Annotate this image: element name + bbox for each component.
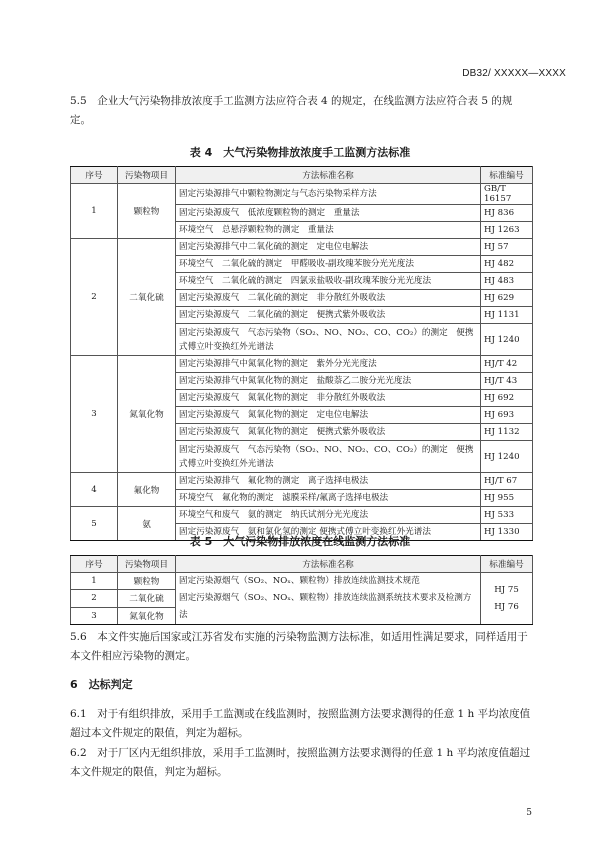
table-4 [70,166,533,541]
table-4-standard-code: HJ 836 [481,205,533,222]
table-5-method-line: 固定污染源烟气（SO₂、NOₓ、颗粒物）排放连续监测技术规范 [179,576,420,586]
table-4-method-name: 固定污染源废气 二氧化硫的测定 便携式紫外吸收法 [176,307,481,324]
table-5-row-pollutant: 颗粒物 [118,573,176,590]
table-5-methods [176,573,481,625]
table-4-method-name: 环境空气 二氧化硫的测定 甲醛吸收-副玫瑰苯胺分光光度法 [176,256,481,273]
table-5-method-line: 固定污染源烟气（SO₂、NOₓ、颗粒物）排放连续监测系统技术要求及检测方法 [179,593,472,620]
table-4-group-pollutant: 氟化物 [118,473,176,507]
table-4-row [71,507,533,524]
table-4-standard-code: HJ/T 43 [481,373,533,390]
table-5-row-no: 3 [71,607,118,624]
table-4-header-pollutant: 污染物项目 [118,167,176,184]
table-4-group-pollutant: 颗粒物 [118,184,176,239]
table-4-standard-code: HJ 955 [481,490,533,507]
table-5-row-pollutant: 氮氧化物 [118,607,176,624]
table-4-group-no: 1 [71,184,118,239]
table-4-standard-code: HJ 1330 [481,524,533,541]
table-5-header-method: 方法标准名称 [176,556,481,573]
table-4-standard-code: HJ 483 [481,273,533,290]
table-4-method-name: 固定污染源排气中氮氧化物的测定 紫外分光光度法 [176,356,481,373]
table-4-method-name: 环境空气和废气 氨的测定 纳氏试剂分光光度法 [176,507,481,524]
table-4-method-name: 固定污染源废气 低浓度颗粒物的测定 重量法 [176,205,481,222]
table-4-row [71,184,533,205]
clause-5-5: 5.5 企业大气污染物排放浓度手工监测方法应符合表 4 的规定，在线监测方法应符合表 5 的规定。 [70,95,513,126]
table-5-row-no: 1 [71,573,118,590]
table-4-group-pollutant: 氨 [118,507,176,541]
table-4-standard-code: HJ/T 67 [481,473,533,490]
section-6-title: 6 达标判定 [70,678,133,691]
clause-6-2: 6.2 对于厂区内无组织排放，采用手工监测时，按照监测方法要求测得的任意 1 h 平均浓度值超过本文件规定的限值，判定为超标。 [70,747,531,778]
table-5-row-no: 2 [71,590,118,607]
table-4-standard-code: HJ 1240 [481,441,533,473]
table-5 [70,555,533,625]
table-4-method-name: 固定污染源排气中颗粒物测定与气态污染物采样方法 [176,184,481,205]
table-5-caption: 表 5 大气污染物排放浓度在线监测方法标准 [189,535,411,548]
table-4-header-no: 序号 [71,167,118,184]
table-4-group-pollutant: 氮氧化物 [118,356,176,473]
table-5-header-pollutant: 污染物项目 [118,556,176,573]
table-4-method-name: 环境空气 氟化物的测定 滤膜采样/氟离子选择电极法 [176,490,481,507]
table-4-standard-code: HJ 482 [481,256,533,273]
table-4-standard-code: HJ 1263 [481,222,533,239]
table-4-caption: 表 4 大气污染物排放浓度手工监测方法标准 [189,146,411,159]
table-4-body [71,184,533,541]
table-4-method-name: 环境空气 总悬浮颗粒物的测定 重量法 [176,222,481,239]
table-4-method-name: 固定污染源排气中氮氧化物的测定 盐酸萘乙二胺分光光度法 [176,373,481,390]
table-4-row [71,239,533,256]
table-4-header-code: 标准编号 [481,167,533,184]
table-5-row-pollutant: 二氧化硫 [118,590,176,607]
table-5-code-line: HJ 76 [494,601,519,612]
table-4-method-name: 固定污染源排气 氟化物的测定 离子选择电极法 [176,473,481,490]
table-4-standard-code: HJ 57 [481,239,533,256]
table-5-header-no: 序号 [71,556,118,573]
table-4-standard-code: HJ 629 [481,290,533,307]
table-4-method-name: 固定污染源废气 氮氧化物的测定 定电位电解法 [176,407,481,424]
table-4-standard-code: HJ 692 [481,390,533,407]
table-4-standard-code: GB/T 16157 [481,184,533,205]
table-4-method-name: 固定污染源废气 气态污染物（SO₂、NO、NO₂、CO、CO₂）的测定 便携式傅立叶变换红外光谱法 [176,441,481,473]
clause-5-6: 5.6 本文件实施后国家或江苏省发布实施的污染物监测方法标准，如适用性满足要求，同样适用于本文件相应污染物的测定。 [70,631,528,662]
table-4-group-pollutant: 二氧化硫 [118,239,176,356]
table-4-method-name: 固定污染源排气中二氧化硫的测定 定电位电解法 [176,239,481,256]
table-4-group-no: 5 [71,507,118,541]
table-4-method-name: 固定污染源废气 二氧化硫的测定 非分散红外吸收法 [176,290,481,307]
table-4-method-name: 固定污染源废气 氮氧化物的测定 非分散红外吸收法 [176,390,481,407]
table-4-method-name: 固定污染源废气 气态污染物（SO₂、NO、NO₂、CO、CO₂）的测定 便携式傅立叶变换红外光谱法 [176,324,481,356]
table-5-header-code: 标准编号 [481,556,533,573]
table-4-method-name: 环境空气 二氧化硫的测定 四氯汞盐吸收-副玫瑰苯胺分光光度法 [176,273,481,290]
table-4-group-no: 2 [71,239,118,356]
table-4-group-no: 3 [71,356,118,473]
table-4-group-no: 4 [71,473,118,507]
table-4-row [71,356,533,373]
table-4-standard-code: HJ/T 42 [481,356,533,373]
table-4-standard-code: HJ 1240 [481,324,533,356]
clause-6-1: 6.1 对于有组织排放，采用手工监测或在线监测时，按照监测方法要求测得的任意 1 h 平均浓度值超过本文件规定的限值，判定为超标。 [70,708,531,739]
table-4-row [71,473,533,490]
table-5-codes [481,573,533,625]
table-4-standard-code: HJ 533 [481,507,533,524]
table-4-standard-code: HJ 1132 [481,424,533,441]
page-number: 5 [526,808,532,818]
table-4-method-name: 固定污染源废气 氨和氯化氢的测定 便携式傅立叶变换红外光谱法 [176,524,481,541]
table-5-code-line: HJ 75 [494,584,519,595]
table-4-method-name: 固定污染源废气 氮氧化物的测定 便携式紫外吸收法 [176,424,481,441]
document-header-id: DB32/ XXXXX—XXXX [462,68,566,79]
table-4-standard-code: HJ 1131 [481,307,533,324]
table-4-standard-code: HJ 693 [481,407,533,424]
table-4-header-method: 方法标准名称 [176,167,481,184]
